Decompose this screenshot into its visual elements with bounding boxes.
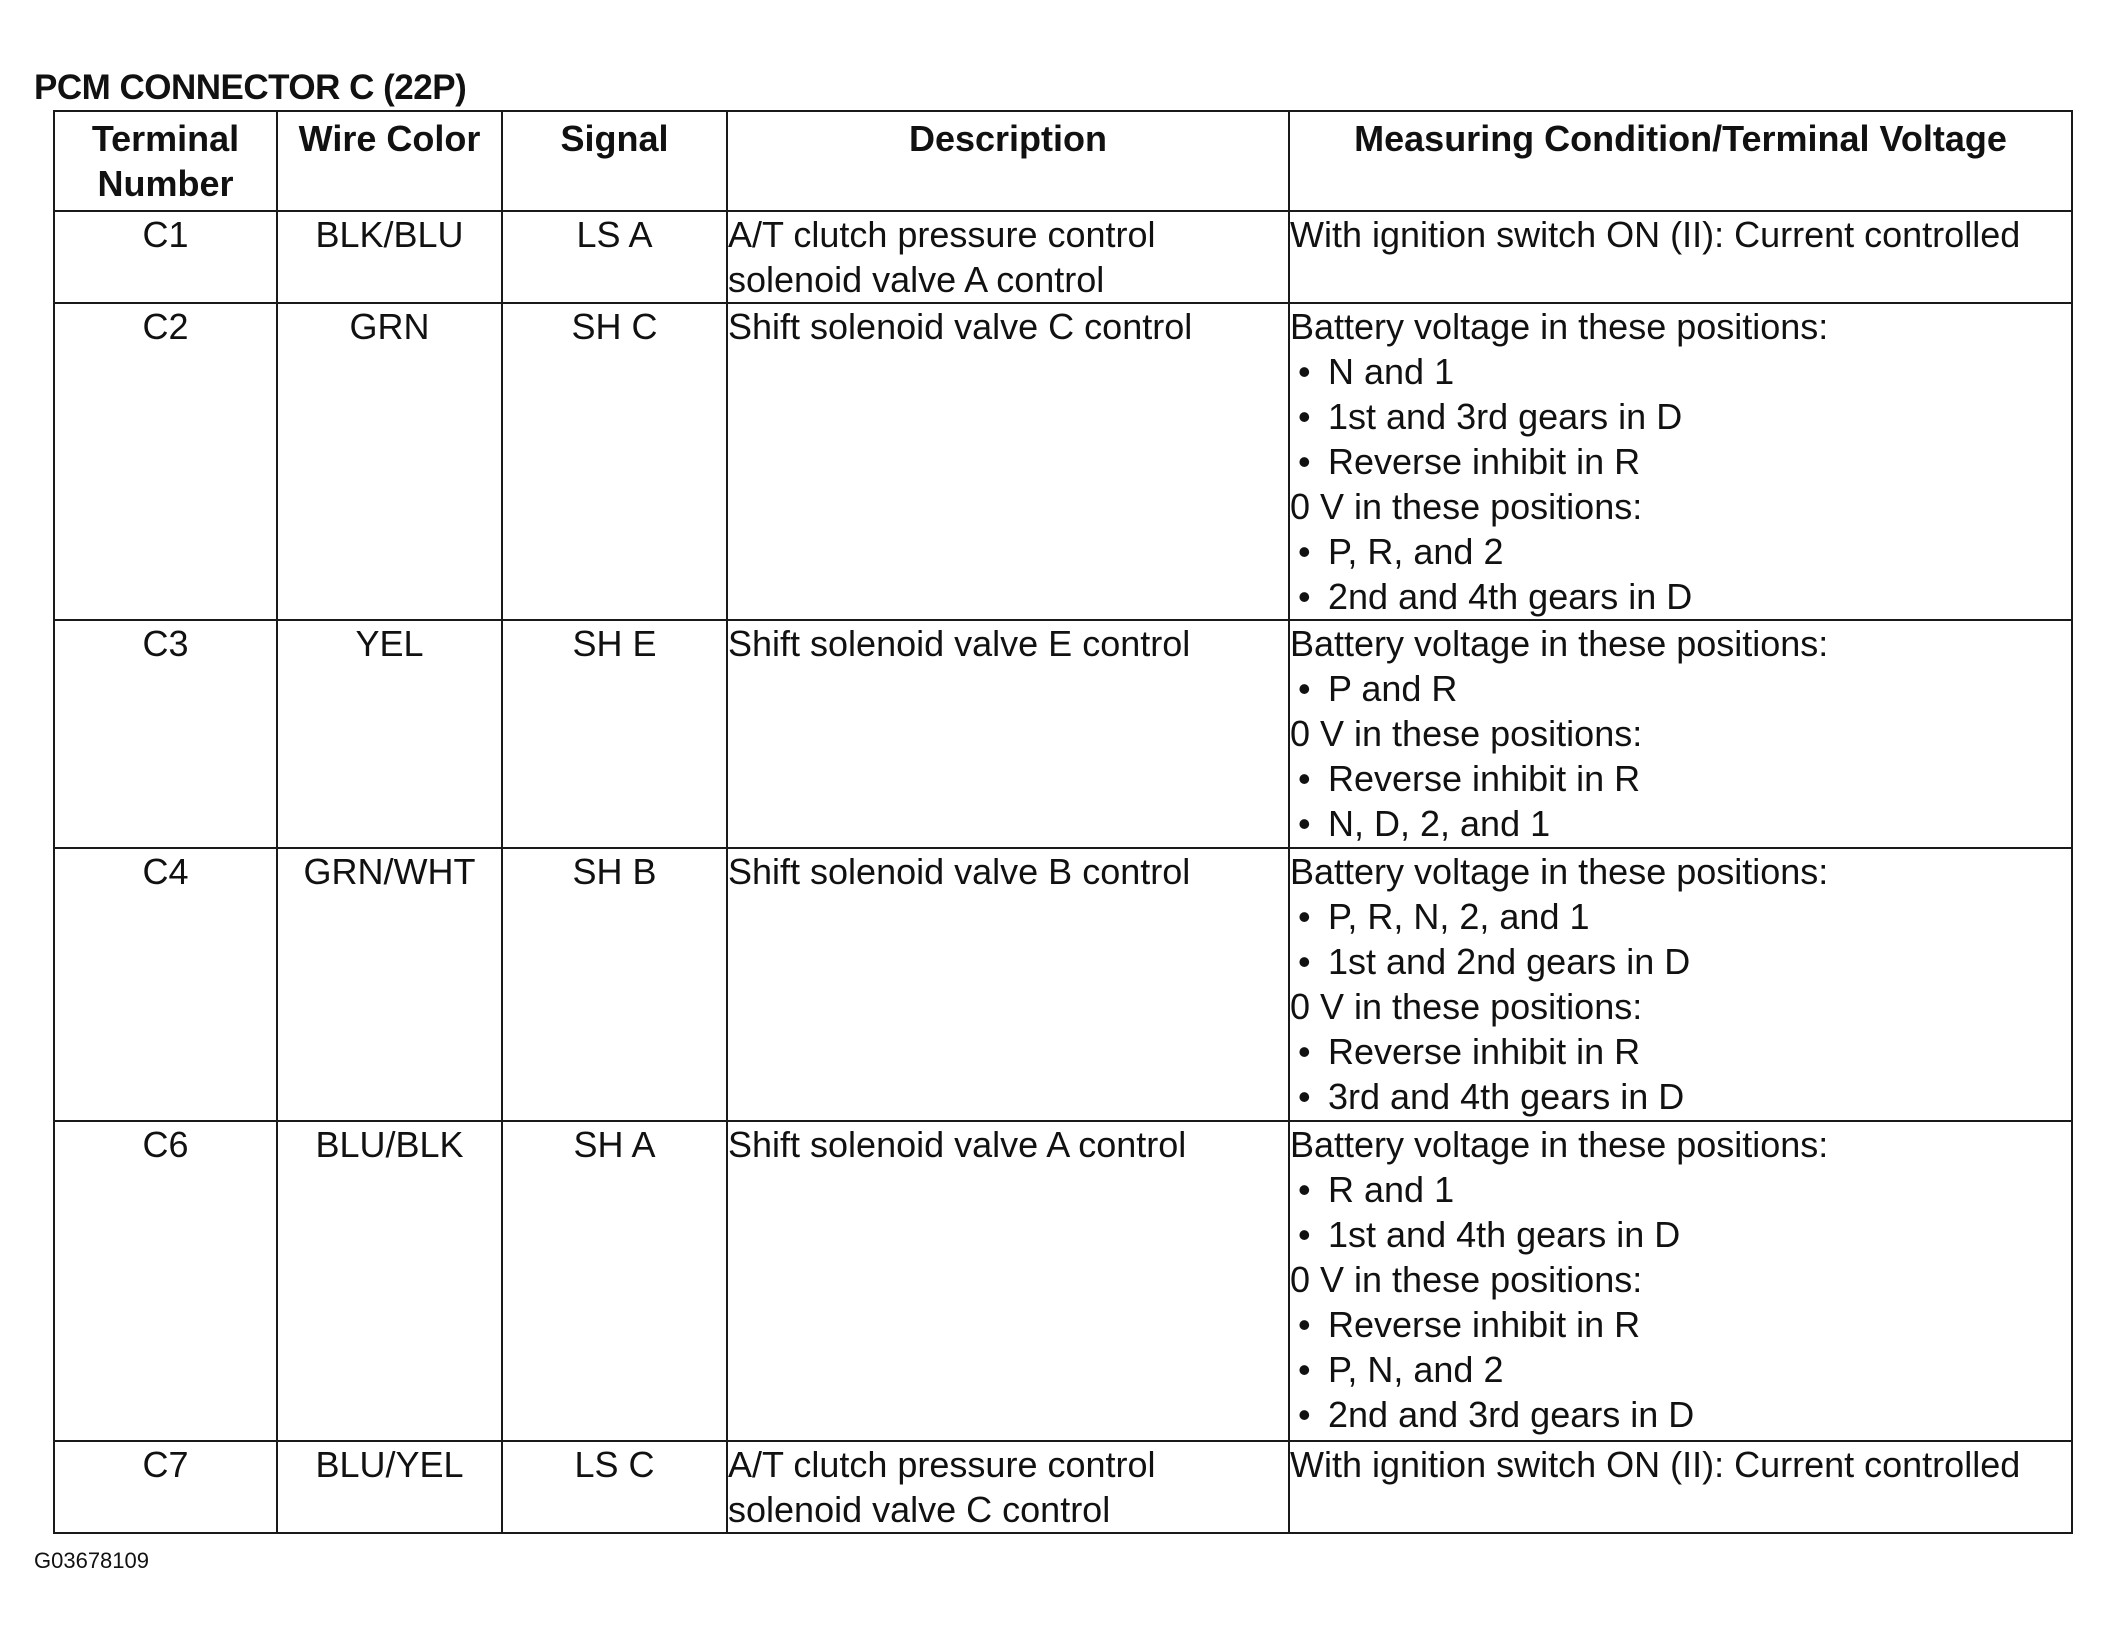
table-row xyxy=(54,848,2072,1121)
measuring-line: Battery voltage in these positions: xyxy=(1290,306,1829,347)
measuring-line: Battery voltage in these positions: xyxy=(1290,623,1829,664)
measuring-bullet-item: • R and 1 xyxy=(1290,1167,2071,1212)
header-signal: Signal xyxy=(502,111,727,211)
table-row xyxy=(54,1441,2072,1533)
measuring-line: 0 V in these positions: xyxy=(1290,1259,1643,1300)
measuring-bullet-item: • P, R, and 2 xyxy=(1290,529,2071,574)
measuring-bullet-item: • Reverse inhibit in R xyxy=(1290,439,2071,484)
wire-color-cell: BLK/BLU xyxy=(277,211,502,303)
table-row xyxy=(54,211,2072,303)
measuring-bullet-item: • 1st and 3rd gears in D xyxy=(1290,394,2071,439)
measuring-cell xyxy=(1289,1121,2072,1441)
measuring-bullet-item: • Reverse inhibit in R xyxy=(1290,756,2071,801)
description-cell: Shift solenoid valve C control xyxy=(727,303,1289,620)
measuring-line: 0 V in these positions: xyxy=(1290,986,1643,1027)
measuring-line: 0 V in these positions: xyxy=(1290,486,1643,527)
terminal-cell: C3 xyxy=(54,620,277,848)
header-wire-color: Wire Color xyxy=(277,111,502,211)
description-cell: Shift solenoid valve A control xyxy=(727,1121,1289,1441)
wire-color-cell: GRN xyxy=(277,303,502,620)
measuring-line: With ignition switch ON (II): Current controlled xyxy=(1290,214,2021,255)
signal-cell: LS A xyxy=(502,211,727,303)
measuring-cell xyxy=(1289,303,2072,620)
terminal-cell: C1 xyxy=(54,211,277,303)
table-row xyxy=(54,620,2072,848)
header-terminal-number: Terminal Number xyxy=(54,111,277,211)
measuring-line: Battery voltage in these positions: xyxy=(1290,851,1829,892)
measuring-bullet-item: • 2nd and 3rd gears in D xyxy=(1290,1392,2071,1437)
wire-color-cell: BLU/YEL xyxy=(277,1441,502,1533)
wire-color-cell: GRN/WHT xyxy=(277,848,502,1121)
measuring-bullet-item: • 2nd and 4th gears in D xyxy=(1290,574,2071,619)
description-cell: A/T clutch pressure control solenoid valve A control xyxy=(727,211,1289,303)
signal-cell: SH B xyxy=(502,848,727,1121)
terminal-cell: C2 xyxy=(54,303,277,620)
description-cell: Shift solenoid valve E control xyxy=(727,620,1289,848)
figure-id: G03678109 xyxy=(34,1548,149,1573)
header-measuring-condition: Measuring Condition/Terminal Voltage xyxy=(1289,111,2072,211)
document-title: PCM CONNECTOR C (22P) xyxy=(34,68,467,107)
measuring-bullet-item: • Reverse inhibit in R xyxy=(1290,1302,2071,1347)
table-row xyxy=(54,1121,2072,1441)
measuring-bullet-item: • 1st and 4th gears in D xyxy=(1290,1212,2071,1257)
measuring-cell xyxy=(1289,211,2072,303)
wire-color-cell: YEL xyxy=(277,620,502,848)
description-cell: Shift solenoid valve B control xyxy=(727,848,1289,1121)
connector-table xyxy=(53,110,2073,1534)
measuring-bullet-item: • P, R, N, 2, and 1 xyxy=(1290,894,2071,939)
measuring-bullet-item: • N, D, 2, and 1 xyxy=(1290,801,2071,846)
measuring-bullet-item: • Reverse inhibit in R xyxy=(1290,1029,2071,1074)
measuring-cell xyxy=(1289,848,2072,1121)
table-row xyxy=(54,303,2072,620)
signal-cell: SH A xyxy=(502,1121,727,1441)
measuring-line: With ignition switch ON (II): Current controlled xyxy=(1290,1444,2021,1485)
signal-cell: SH E xyxy=(502,620,727,848)
measuring-cell xyxy=(1289,620,2072,848)
measuring-bullet-item: • N and 1 xyxy=(1290,349,2071,394)
signal-cell: LS C xyxy=(502,1441,727,1533)
header-row xyxy=(54,111,2072,211)
measuring-cell xyxy=(1289,1441,2072,1533)
measuring-line: 0 V in these positions: xyxy=(1290,713,1643,754)
wire-color-cell: BLU/BLK xyxy=(277,1121,502,1441)
terminal-cell: C4 xyxy=(54,848,277,1121)
measuring-bullet-item: • P, N, and 2 xyxy=(1290,1347,2071,1392)
measuring-bullet-item: • 3rd and 4th gears in D xyxy=(1290,1074,2071,1119)
measuring-bullet-item: • 1st and 2nd gears in D xyxy=(1290,939,2071,984)
measuring-line: Battery voltage in these positions: xyxy=(1290,1124,1829,1165)
terminal-cell: C6 xyxy=(54,1121,277,1441)
header-description: Description xyxy=(727,111,1289,211)
measuring-bullet-item: • P and R xyxy=(1290,666,2071,711)
description-cell: A/T clutch pressure control solenoid valve C control xyxy=(727,1441,1289,1533)
signal-cell: SH C xyxy=(502,303,727,620)
terminal-cell: C7 xyxy=(54,1441,277,1533)
